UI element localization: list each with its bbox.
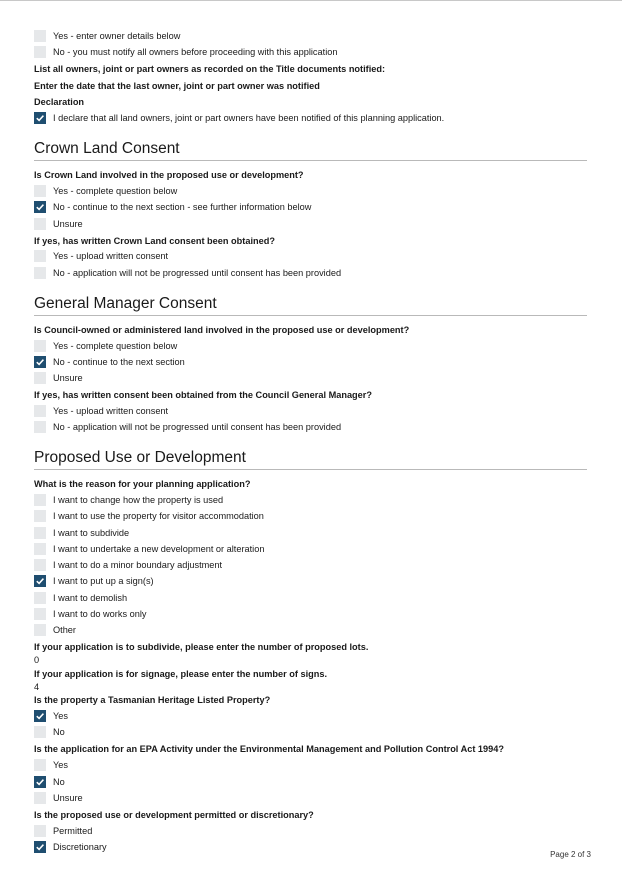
option-row <box>34 773 587 789</box>
checkmark-icon <box>35 576 45 586</box>
checkmark-icon <box>35 357 45 367</box>
proposed-q5-options <box>34 757 587 806</box>
top-rule <box>0 0 622 1</box>
option-label: I want to use the property for visitor accommodation <box>53 511 264 522</box>
option-row <box>34 265 587 281</box>
option-label: Yes - enter owner details below <box>53 31 181 42</box>
declaration-heading: Declaration <box>34 97 85 108</box>
proposed-q5: Is the application for an EPA Activity under the Environmental Management and Pollution Control Act 1994? <box>34 744 504 755</box>
option-label: No - application will not be progressed until consent has been provided <box>53 267 342 278</box>
gm-q1: Is Council-owned or administered land involved in the proposed use or development? <box>34 324 410 335</box>
unchecked-checkbox[interactable] <box>34 527 46 539</box>
option-row <box>34 248 587 264</box>
option-label: Yes - upload written consent <box>53 251 169 262</box>
checkmark-icon <box>35 842 45 852</box>
option-label: Permitted <box>53 825 93 836</box>
proposed-q2: If your application is to subdivide, please enter the number of proposed lots. <box>34 642 369 653</box>
unchecked-checkbox[interactable] <box>34 792 46 804</box>
checked-checkbox[interactable] <box>34 356 46 368</box>
option-label: Yes - complete question below <box>53 186 178 197</box>
owners-date-question: Enter the date that the last owner, joint or part owner was notified <box>34 80 320 91</box>
unchecked-checkbox[interactable] <box>34 405 46 417</box>
option-label: No - you must notify all owners before proceeding with this application <box>53 47 338 58</box>
option-row <box>34 370 587 386</box>
unchecked-checkbox[interactable] <box>34 726 46 738</box>
proposed-q4: Is the property a Tasmanian Heritage Listed Property? <box>34 695 271 706</box>
option-label: No <box>53 776 65 787</box>
owners-list-question: List all owners, joint or part owners as recorded on the Title documents notified: <box>34 64 386 75</box>
option-label: I want to do a minor boundary adjustment <box>53 560 223 571</box>
option-row <box>34 524 587 540</box>
unchecked-checkbox[interactable] <box>34 421 46 433</box>
page-number: Page 2 of 3 <box>550 850 591 859</box>
option-label: I want to put up a sign(s) <box>53 576 154 587</box>
option-row <box>34 622 587 638</box>
option-row <box>34 508 587 524</box>
option-label: I want to change how the property is used <box>53 495 224 505</box>
crown-q2-options <box>34 248 587 281</box>
proposed-q1-options <box>34 492 587 639</box>
gm-q1-options <box>34 337 587 386</box>
option-row <box>34 354 587 370</box>
gm-q2: If yes, has written consent been obtained from the Council General Manager? <box>34 390 372 401</box>
unchecked-checkbox[interactable] <box>34 46 46 58</box>
unchecked-checkbox[interactable] <box>34 340 46 352</box>
unchecked-checkbox[interactable] <box>34 510 46 522</box>
option-label: I declare that all land owners, joint or part owners have been notified of this planning application. <box>53 113 445 124</box>
option-label: No - continue to the next section <box>53 356 185 367</box>
option-label: Other <box>53 625 76 636</box>
option-row <box>34 823 587 839</box>
proposed-use-title: Proposed Use or Development <box>34 449 587 470</box>
option-row <box>34 337 587 353</box>
option-label: No - application will not be progressed until consent has been provided <box>53 422 342 433</box>
proposed-q6: Is the proposed use or development permitted or discretionary? <box>34 809 314 820</box>
unchecked-checkbox[interactable] <box>34 250 46 262</box>
checked-checkbox[interactable] <box>34 575 46 587</box>
checkmark-icon <box>35 711 45 721</box>
unchecked-checkbox[interactable] <box>34 218 46 230</box>
option-row <box>34 590 587 606</box>
unchecked-checkbox[interactable] <box>34 30 46 42</box>
crown-q2: If yes, has written Crown Land consent been obtained? <box>34 235 275 246</box>
crown-q1: Is Crown Land involved in the proposed use or development? <box>34 170 304 181</box>
option-row <box>34 492 587 508</box>
proposed-q6-options <box>34 823 587 856</box>
option-row <box>34 573 587 589</box>
form-content <box>34 28 587 855</box>
proposed-q3: If your application is for signage, please enter the number of signs. <box>34 668 328 679</box>
option-label: Unsure <box>53 792 83 803</box>
checked-checkbox[interactable] <box>34 112 46 124</box>
proposed-q4-options <box>34 708 587 741</box>
crown-land-title: Crown Land Consent <box>34 140 587 161</box>
unchecked-checkbox[interactable] <box>34 759 46 771</box>
option-label: I want to undertake a new development or alteration <box>53 543 265 554</box>
option-label: Yes - upload written consent <box>53 405 169 416</box>
option-label: Unsure <box>53 218 83 229</box>
option-row <box>34 110 587 126</box>
unchecked-checkbox[interactable] <box>34 592 46 604</box>
option-row <box>34 708 587 724</box>
option-label: I want to subdivide <box>53 527 130 538</box>
owners-options <box>34 28 587 61</box>
option-label: I want to demolish <box>53 592 128 603</box>
gm-consent-title: General Manager Consent <box>34 295 587 316</box>
unchecked-checkbox[interactable] <box>34 608 46 620</box>
checkmark-icon <box>35 777 45 787</box>
unchecked-checkbox[interactable] <box>34 372 46 384</box>
declaration-option <box>34 110 587 126</box>
option-label: Discretionary <box>53 841 107 852</box>
unchecked-checkbox[interactable] <box>34 185 46 197</box>
option-row <box>34 606 587 622</box>
option-row <box>34 790 587 806</box>
option-row <box>34 215 587 231</box>
proposed-q1: What is the reason for your planning application? <box>34 479 251 490</box>
option-row <box>34 199 587 215</box>
option-row <box>34 44 587 60</box>
option-row <box>34 419 587 435</box>
checked-checkbox[interactable] <box>34 776 46 788</box>
unchecked-checkbox[interactable] <box>34 624 46 636</box>
proposed-lots-answer: 0 <box>34 655 40 666</box>
option-label: Yes <box>53 711 68 722</box>
checkmark-icon <box>35 202 45 212</box>
option-row <box>34 403 587 419</box>
checkmark-icon <box>35 113 45 123</box>
unchecked-checkbox[interactable] <box>34 543 46 555</box>
checked-checkbox[interactable] <box>34 841 46 853</box>
option-label: I want to do works only <box>53 609 147 620</box>
unchecked-checkbox[interactable] <box>34 267 46 279</box>
unchecked-checkbox[interactable] <box>34 559 46 571</box>
option-row <box>34 839 587 855</box>
option-label: No - continue to the next section - see further information below <box>53 202 312 213</box>
unchecked-checkbox[interactable] <box>34 494 46 506</box>
option-label: Yes <box>53 760 68 771</box>
option-row <box>34 541 587 557</box>
option-row <box>34 28 587 44</box>
option-label: No <box>53 727 65 738</box>
option-row <box>34 724 587 740</box>
option-row <box>34 557 587 573</box>
option-label: Yes - complete question below <box>53 340 178 351</box>
gm-q2-options <box>34 403 587 436</box>
option-row <box>34 757 587 773</box>
crown-q1-options <box>34 183 587 232</box>
option-row <box>34 183 587 199</box>
checked-checkbox[interactable] <box>34 710 46 722</box>
signs-count-answer: 4 <box>34 681 40 692</box>
option-label: Unsure <box>53 373 83 384</box>
unchecked-checkbox[interactable] <box>34 825 46 837</box>
checked-checkbox[interactable] <box>34 201 46 213</box>
